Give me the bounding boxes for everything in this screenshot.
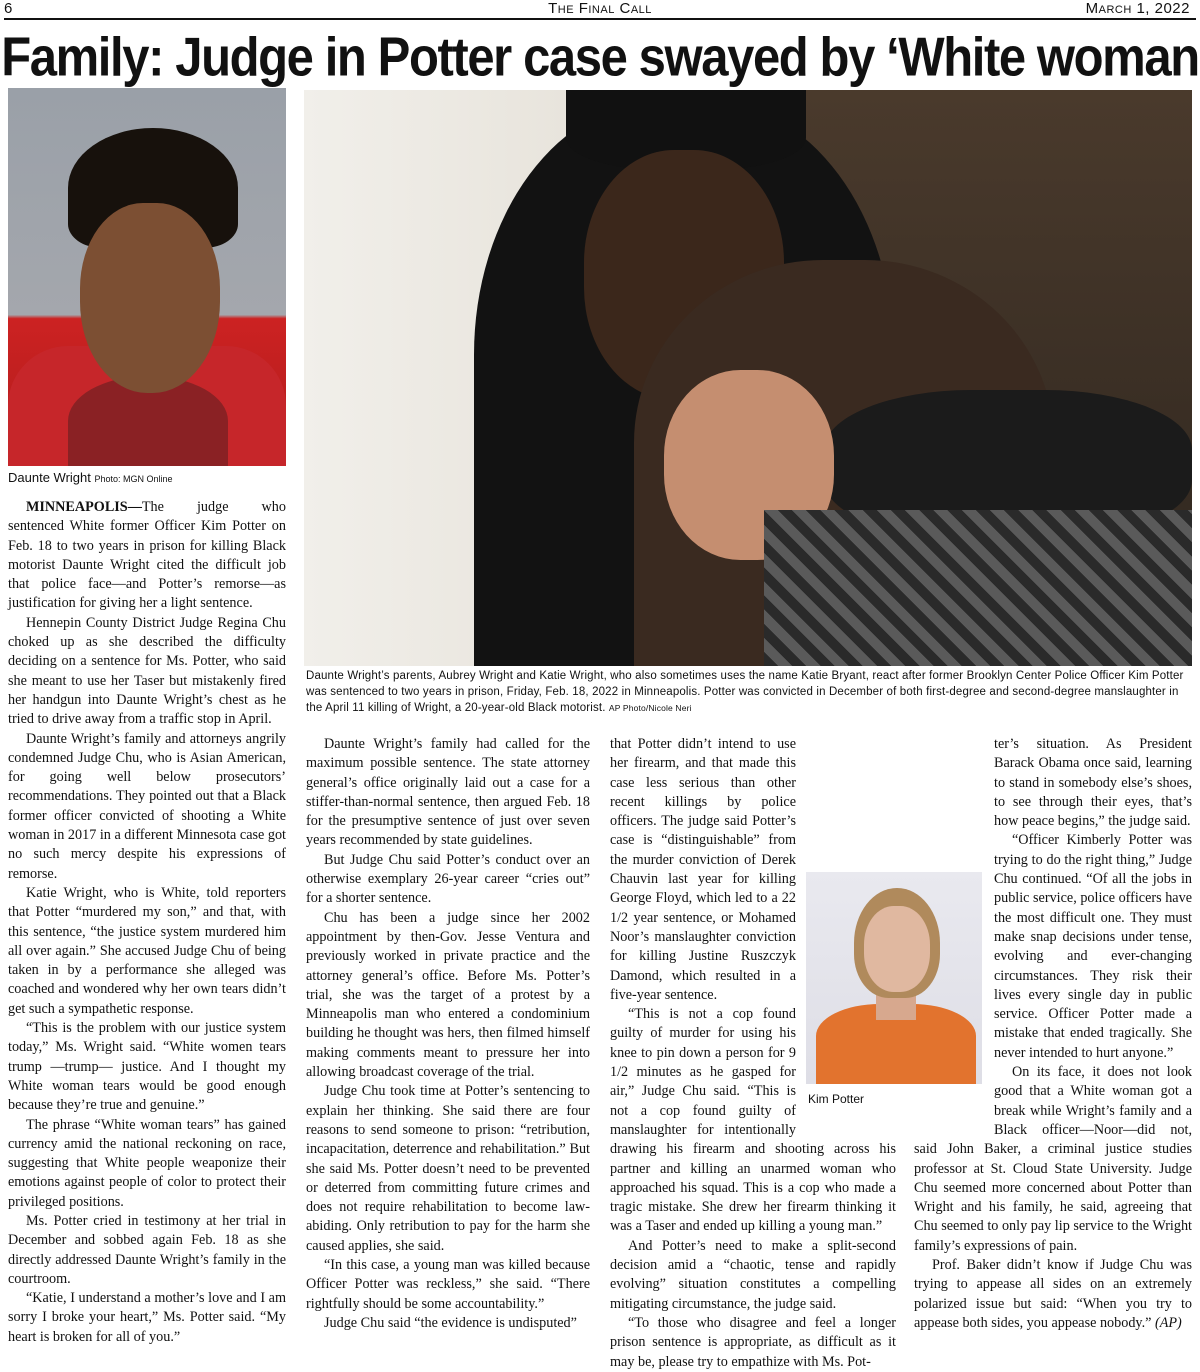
article-column-4: [914, 735, 1192, 1333]
paragraph: Hennepin County District Judge Regina Chu choked up as she described the difficulty deciding on a sentence for Ms. Potter, who said she meant to use her Taser but mistakenly fired her handgun into Daunte Wright’s chest as he tried to drive away from a traffic stop in April.: [8, 614, 286, 728]
daunte-wright-photo: [8, 88, 286, 466]
issue-date: March 1, 2022: [1085, 0, 1190, 17]
folio-bar: [0, 0, 1200, 20]
photo-credit: AP Photo/Nicole Neri: [608, 703, 692, 713]
paragraph: “Officer Kimberly Potter was trying to do the right thing,” Judge Chu continued. “Of all the jobs in public service, police officers have the most difficult one. They must make snap decisions under tense, evolving and ever-changing circumstances. They risk their lives every single day in public service. Officer Potter made a mistake that ended tragically. She never intended to hurt anyone.”: [994, 832, 1192, 1061]
paragraph: “This is not a cop found guilty of murder for using his knee to pin down a person for 9 1/2 minutes as he gasped for air,” Judge Chu said. “This is not a cop found guilty of manslaughter for intentionally drawing his firearm and shooting across his partner and killing an unarmed woman who approached his squad. This is a cop who made a tragic mistake. She drew her firearm thinking it was a Taser and ended up killing a young man.”: [610, 1006, 896, 1235]
article-column-3: [610, 735, 896, 1372]
paragraph: Ms. Potter cried in testimony at her trial in December and sobbed again Feb. 18 as she directly addressed Daunte Wright’s family in the courtroom.: [8, 1212, 286, 1287]
sign-off: (AP): [1155, 1314, 1182, 1331]
paragraph: And Potter’s need to make a split-second decision amid a “chaotic, tense and rapidly evolving” situation constitutes a compelling mitigating circumstance, the judge said.: [610, 1237, 896, 1312]
parents-photo: [304, 90, 1192, 666]
caption-text: Daunte Wright: [8, 470, 91, 485]
paragraph: But Judge Chu said Potter’s conduct over an otherwise exemplary 26-year career “cries out” for a shorter sentence.: [306, 851, 590, 907]
paragraph: Judge Chu took time at Potter’s sentencing to explain her thinking. She said there are four reasons to send someone to prison: “retribution, incapacitation, deterrence and rehabilitation.” But she said Ms. Potter doesn’t need to be prevented or deterred from committing future crimes and does not require rehabilitation to become law-abiding. Only retribution to pay for the harm she caused applies, she said.: [306, 1083, 590, 1254]
publication-name: The Final Call: [548, 0, 652, 17]
headline: Family: Judge in Potter case swayed by ‘White woman: [1, 27, 1199, 88]
photo-credit: Photo: MGN Online: [94, 474, 173, 484]
paragraph: that Potter didn’t intend to use her firearm, and that made this case less serious than other recent killings by police officers. The judge said Potter’s case is “distinguishable” from the murder conviction of Derek Chauvin last year for killing George Floyd, which led to a 22 1/2 year sentence, or Mohamed Noor’s manslaughter conviction for killing Justine Ruszczyk Damond, which resulted in a five-year sentence.: [610, 736, 796, 1003]
paragraph: Chu has been a judge since her 2002 appointment by then-Gov. Jesse Ventura and previously worked in private practice and the attorney general’s office. Before Ms. Potter’s trial, she was the target of a protest by a Minneapolis man who entered a condominium building he thought was hers, then filmed himself making comments meant to pressure her into allowing broadcast coverage of the trial.: [306, 909, 590, 1081]
paragraph: Daunte Wright’s family had called for the maximum possible sentence. The state attorney general’s office originally laid out a case for a stiffer-than-normal sentence, then argued Feb. 18 for the presumptive sentence of just over seven years recommended by state guidelines.: [306, 736, 590, 849]
paragraph: Daunte Wright’s family and attorneys angrily condemned Judge Chu, who is Asian American, for going well below prosecutors’ recommendations. They pointed out that a Black former officer convicted of shooting a White woman in 2017 in a different Minnesota case got no such mercy despite his expressions of remorse.: [8, 730, 286, 882]
paragraph: Prof. Baker didn’t know if Judge Chu was trying to appease all sides on an extremely polarized issue but said: “When you try to appease both sides, you appease nobody.” (AP): [914, 1257, 1192, 1331]
paragraph: Judge Chu said “the evidence is undisputed”: [324, 1314, 577, 1331]
paragraph: ter’s situation. As President Barack Obama once said, learning to stand in somebody else’s shoes, to see through their eyes, that’s how peace begins,” the judge said.: [994, 736, 1192, 830]
potter-photo-caption: Kim Potter: [808, 1092, 865, 1106]
daunte-photo-caption: [8, 470, 173, 485]
caption-text: Daunte Wright’s parents, Aubrey Wright and Katie Wright, who also sometimes uses the name Katie Bryant, react after former Brooklyn Center Police Officer Kim Potter was sentenced to two years in prison, Friday, Feb. 18, 2022 in Minneapolis. Potter was convicted in December of both first-degree and second-degree manslaughter in the April 11 killing of Wright, a 20-year-old Black motorist.: [306, 670, 1184, 714]
paragraph: “In this case, a young man was killed because Officer Potter was reckless,” she said. “There rightfully should be some accountability.”: [306, 1257, 590, 1312]
article-column-1: [8, 498, 286, 1347]
paragraph: MINNEAPOLIS—The judge who sentenced White former Officer Kim Potter on Feb. 18 to two years in prison for killing Black motorist Daunte Wright cited the difficult job that police face—and Potter’s remorse—as justification for giving her a light sentence.: [8, 499, 286, 612]
dateline: MINNEAPOLIS—: [26, 499, 142, 515]
page-number: 6: [4, 0, 13, 17]
article-column-2: [306, 735, 590, 1333]
paragraph: “To those who disagree and feel a longer prison sentence is appropriate, as difficult as it may be, please try to empathize with Ms. Pot-: [610, 1314, 896, 1370]
folio-rule: [4, 18, 1196, 20]
paragraph: Katie Wright, who is White, told reporters that Potter “murdered my son,” and that, with this sentence, “the justice system murdered him all over again.” She accused Judge Chu of being taken in by a performance she alleged was coached and wondered why her own tears didn’t get such a sympathetic response.: [8, 884, 286, 1017]
paragraph: “This is the problem with our justice system today,” Ms. Wright said. “White women tears trump —trump— justice. And I thought my White woman tears would be good enough because they’re true and genuine.”: [8, 1020, 286, 1114]
parents-photo-caption: [306, 668, 1194, 716]
paragraph: The phrase “White woman tears” has gained currency amid the national reckoning on race, suggesting that White people weaponize their emotions against people of color to protect their privileged positions.: [8, 1116, 286, 1210]
paragraph: On its face, it does not look good that a White woman got a break while Wright’s family and a Black officer—Noor—did not, said John Baker, a criminal justice studies professor at St. Cloud State University. Judge Chu seemed more concerned about Potter than Wright and his family, he said, agreeing that Chu seemed to only pay lip service to the Wright family’s expressions of pain.: [914, 1064, 1192, 1254]
paragraph: “Katie, I understand a mother’s love and I am sorry I broke your heart,” Ms. Potter said. “My heart is broken for all of you.”: [8, 1290, 286, 1345]
